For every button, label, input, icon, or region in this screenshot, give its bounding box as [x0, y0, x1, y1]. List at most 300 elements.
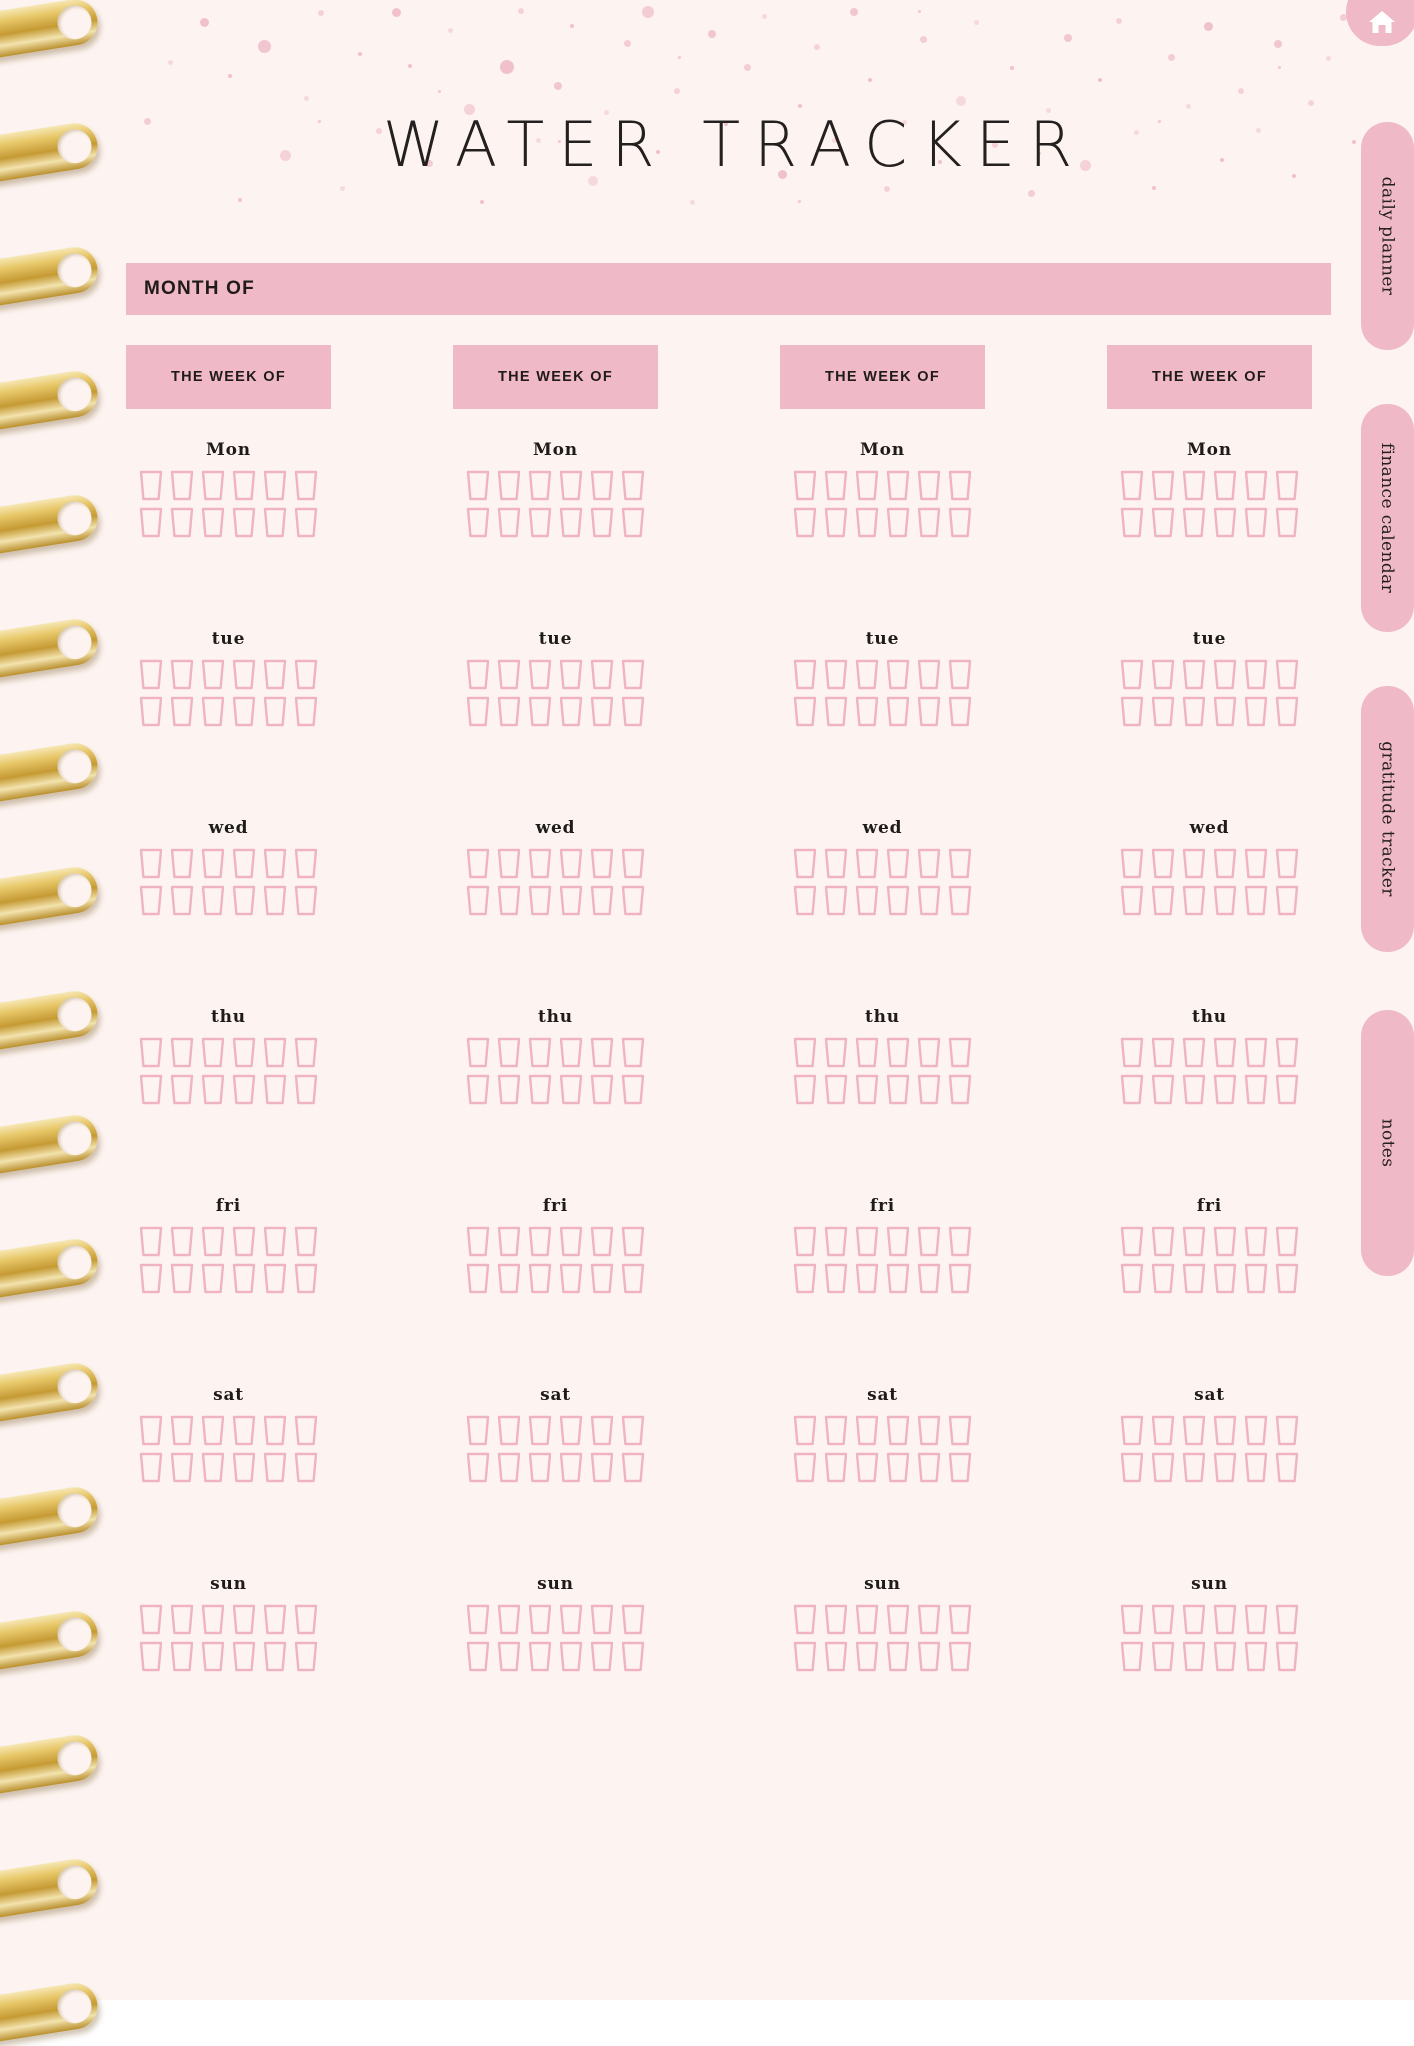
water-glass-checkbox[interactable] — [916, 1226, 942, 1257]
water-glass-checkbox[interactable] — [293, 1641, 319, 1672]
water-glass-checkbox[interactable] — [1150, 470, 1176, 501]
water-glass-checkbox[interactable] — [1243, 659, 1269, 690]
water-glass-checkbox[interactable] — [169, 1263, 195, 1294]
water-glass-checkbox[interactable] — [589, 470, 615, 501]
side-tab-finance-calendar[interactable] — [1361, 404, 1414, 632]
water-glass-checkbox[interactable] — [1181, 1604, 1207, 1635]
water-glass-checkbox[interactable] — [1274, 885, 1300, 916]
water-glass-checkbox[interactable] — [496, 1263, 522, 1294]
water-glass-checkbox[interactable] — [293, 470, 319, 501]
water-glass-checkbox[interactable] — [792, 848, 818, 879]
water-glass-checkbox[interactable] — [1181, 1452, 1207, 1483]
water-glass-checkbox[interactable] — [792, 659, 818, 690]
water-glass-checkbox[interactable] — [589, 1037, 615, 1068]
water-glass-checkbox[interactable] — [1150, 1604, 1176, 1635]
water-glass-checkbox[interactable] — [1243, 507, 1269, 538]
water-glass-checkbox[interactable] — [885, 659, 911, 690]
water-glass-checkbox[interactable] — [558, 470, 584, 501]
water-glass-checkbox[interactable] — [854, 1074, 880, 1105]
water-glass-checkbox[interactable] — [527, 1604, 553, 1635]
water-glass-checkbox[interactable] — [293, 1037, 319, 1068]
water-glass-checkbox[interactable] — [823, 1604, 849, 1635]
water-glass-checkbox[interactable] — [854, 848, 880, 879]
water-glass-checkbox[interactable] — [138, 1452, 164, 1483]
water-glass-checkbox[interactable] — [854, 659, 880, 690]
water-glass-checkbox[interactable] — [1181, 1415, 1207, 1446]
water-glass-checkbox[interactable] — [916, 470, 942, 501]
water-glass-checkbox[interactable] — [792, 470, 818, 501]
water-glass-checkbox[interactable] — [1119, 659, 1145, 690]
water-glass-checkbox[interactable] — [138, 659, 164, 690]
water-glass-checkbox[interactable] — [885, 1415, 911, 1446]
water-glass-checkbox[interactable] — [916, 696, 942, 727]
water-glass-checkbox[interactable] — [200, 1226, 226, 1257]
water-glass-checkbox[interactable] — [231, 1604, 257, 1635]
water-glass-checkbox[interactable] — [1119, 1037, 1145, 1068]
water-glass-checkbox[interactable] — [262, 659, 288, 690]
water-glass-checkbox[interactable] — [138, 1415, 164, 1446]
water-glass-checkbox[interactable] — [1274, 848, 1300, 879]
water-glass-checkbox[interactable] — [589, 1074, 615, 1105]
water-glass-checkbox[interactable] — [496, 696, 522, 727]
water-glass-checkbox[interactable] — [1212, 470, 1238, 501]
water-glass-checkbox[interactable] — [792, 885, 818, 916]
water-glass-checkbox[interactable] — [1274, 1604, 1300, 1635]
water-glass-checkbox[interactable] — [823, 1037, 849, 1068]
water-glass-checkbox[interactable] — [947, 1074, 973, 1105]
water-glass-checkbox[interactable] — [1212, 1641, 1238, 1672]
water-glass-checkbox[interactable] — [1243, 1604, 1269, 1635]
water-glass-checkbox[interactable] — [589, 1604, 615, 1635]
water-glass-checkbox[interactable] — [1274, 507, 1300, 538]
water-glass-checkbox[interactable] — [496, 1604, 522, 1635]
water-glass-checkbox[interactable] — [1274, 1452, 1300, 1483]
water-glass-checkbox[interactable] — [589, 507, 615, 538]
water-glass-checkbox[interactable] — [200, 848, 226, 879]
water-glass-checkbox[interactable] — [231, 696, 257, 727]
water-glass-checkbox[interactable] — [1181, 1226, 1207, 1257]
water-glass-checkbox[interactable] — [589, 1226, 615, 1257]
water-glass-checkbox[interactable] — [465, 1641, 491, 1672]
water-glass-checkbox[interactable] — [885, 1037, 911, 1068]
water-glass-checkbox[interactable] — [527, 659, 553, 690]
water-glass-checkbox[interactable] — [823, 885, 849, 916]
water-glass-checkbox[interactable] — [885, 885, 911, 916]
water-glass-checkbox[interactable] — [465, 507, 491, 538]
water-glass-checkbox[interactable] — [169, 885, 195, 916]
water-glass-checkbox[interactable] — [138, 1604, 164, 1635]
water-glass-checkbox[interactable] — [293, 1604, 319, 1635]
water-glass-checkbox[interactable] — [200, 659, 226, 690]
water-glass-checkbox[interactable] — [465, 696, 491, 727]
water-glass-checkbox[interactable] — [1212, 1074, 1238, 1105]
water-glass-checkbox[interactable] — [620, 659, 646, 690]
water-glass-checkbox[interactable] — [138, 848, 164, 879]
water-glass-checkbox[interactable] — [138, 696, 164, 727]
water-glass-checkbox[interactable] — [1212, 696, 1238, 727]
water-glass-checkbox[interactable] — [823, 1452, 849, 1483]
water-glass-checkbox[interactable] — [1274, 696, 1300, 727]
water-glass-checkbox[interactable] — [1150, 1037, 1176, 1068]
water-glass-checkbox[interactable] — [262, 1641, 288, 1672]
water-glass-checkbox[interactable] — [1119, 1074, 1145, 1105]
water-glass-checkbox[interactable] — [496, 1074, 522, 1105]
water-glass-checkbox[interactable] — [1119, 507, 1145, 538]
water-glass-checkbox[interactable] — [231, 1226, 257, 1257]
side-tab-notes[interactable] — [1361, 1010, 1414, 1276]
water-glass-checkbox[interactable] — [1212, 1415, 1238, 1446]
water-glass-checkbox[interactable] — [169, 1074, 195, 1105]
water-glass-checkbox[interactable] — [1243, 1037, 1269, 1068]
water-glass-checkbox[interactable] — [885, 1641, 911, 1672]
water-glass-checkbox[interactable] — [496, 885, 522, 916]
water-glass-checkbox[interactable] — [527, 1226, 553, 1257]
water-glass-checkbox[interactable] — [620, 1452, 646, 1483]
water-glass-checkbox[interactable] — [169, 1415, 195, 1446]
water-glass-checkbox[interactable] — [558, 1415, 584, 1446]
water-glass-checkbox[interactable] — [620, 885, 646, 916]
water-glass-checkbox[interactable] — [823, 1641, 849, 1672]
water-glass-checkbox[interactable] — [231, 1074, 257, 1105]
water-glass-checkbox[interactable] — [231, 659, 257, 690]
water-glass-checkbox[interactable] — [916, 1415, 942, 1446]
water-glass-checkbox[interactable] — [200, 1074, 226, 1105]
water-glass-checkbox[interactable] — [916, 848, 942, 879]
water-glass-checkbox[interactable] — [947, 470, 973, 501]
water-glass-checkbox[interactable] — [138, 470, 164, 501]
water-glass-checkbox[interactable] — [823, 1074, 849, 1105]
week-of-field[interactable]: THE WEEK OF — [780, 345, 985, 409]
water-glass-checkbox[interactable] — [916, 1452, 942, 1483]
water-glass-checkbox[interactable] — [200, 470, 226, 501]
water-glass-checkbox[interactable] — [231, 848, 257, 879]
water-glass-checkbox[interactable] — [496, 1452, 522, 1483]
water-glass-checkbox[interactable] — [200, 1415, 226, 1446]
water-glass-checkbox[interactable] — [1150, 885, 1176, 916]
water-glass-checkbox[interactable] — [138, 1074, 164, 1105]
water-glass-checkbox[interactable] — [854, 696, 880, 727]
water-glass-checkbox[interactable] — [620, 1037, 646, 1068]
water-glass-checkbox[interactable] — [1243, 1226, 1269, 1257]
water-glass-checkbox[interactable] — [854, 1452, 880, 1483]
water-glass-checkbox[interactable] — [262, 1037, 288, 1068]
water-glass-checkbox[interactable] — [1212, 1037, 1238, 1068]
water-glass-checkbox[interactable] — [231, 885, 257, 916]
water-glass-checkbox[interactable] — [1243, 1074, 1269, 1105]
water-glass-checkbox[interactable] — [465, 1226, 491, 1257]
water-glass-checkbox[interactable] — [792, 696, 818, 727]
water-glass-checkbox[interactable] — [1181, 885, 1207, 916]
water-glass-checkbox[interactable] — [854, 507, 880, 538]
water-glass-checkbox[interactable] — [1212, 507, 1238, 538]
water-glass-checkbox[interactable] — [1150, 659, 1176, 690]
water-glass-checkbox[interactable] — [792, 507, 818, 538]
water-glass-checkbox[interactable] — [200, 885, 226, 916]
water-glass-checkbox[interactable] — [947, 507, 973, 538]
water-glass-checkbox[interactable] — [823, 507, 849, 538]
water-glass-checkbox[interactable] — [854, 1263, 880, 1294]
water-glass-checkbox[interactable] — [293, 1226, 319, 1257]
water-glass-checkbox[interactable] — [620, 1074, 646, 1105]
water-glass-checkbox[interactable] — [620, 848, 646, 879]
water-glass-checkbox[interactable] — [496, 848, 522, 879]
water-glass-checkbox[interactable] — [465, 885, 491, 916]
water-glass-checkbox[interactable] — [262, 507, 288, 538]
water-glass-checkbox[interactable] — [1150, 1263, 1176, 1294]
water-glass-checkbox[interactable] — [1243, 885, 1269, 916]
water-glass-checkbox[interactable] — [1212, 1604, 1238, 1635]
water-glass-checkbox[interactable] — [558, 848, 584, 879]
water-glass-checkbox[interactable] — [1212, 1263, 1238, 1294]
water-glass-checkbox[interactable] — [169, 1226, 195, 1257]
water-glass-checkbox[interactable] — [200, 1037, 226, 1068]
water-glass-checkbox[interactable] — [1150, 1415, 1176, 1446]
water-glass-checkbox[interactable] — [885, 1226, 911, 1257]
water-glass-checkbox[interactable] — [947, 1604, 973, 1635]
water-glass-checkbox[interactable] — [169, 1037, 195, 1068]
water-glass-checkbox[interactable] — [200, 1604, 226, 1635]
water-glass-checkbox[interactable] — [496, 1641, 522, 1672]
water-glass-checkbox[interactable] — [947, 1263, 973, 1294]
water-glass-checkbox[interactable] — [823, 470, 849, 501]
water-glass-checkbox[interactable] — [465, 1604, 491, 1635]
water-glass-checkbox[interactable] — [823, 848, 849, 879]
water-glass-checkbox[interactable] — [589, 659, 615, 690]
water-glass-checkbox[interactable] — [169, 470, 195, 501]
week-of-field[interactable]: THE WEEK OF — [126, 345, 331, 409]
water-glass-checkbox[interactable] — [1181, 696, 1207, 727]
water-glass-checkbox[interactable] — [947, 885, 973, 916]
water-glass-checkbox[interactable] — [1119, 1452, 1145, 1483]
water-glass-checkbox[interactable] — [1181, 1074, 1207, 1105]
water-glass-checkbox[interactable] — [169, 1452, 195, 1483]
water-glass-checkbox[interactable] — [231, 1415, 257, 1446]
water-glass-checkbox[interactable] — [916, 1074, 942, 1105]
water-glass-checkbox[interactable] — [200, 696, 226, 727]
water-glass-checkbox[interactable] — [496, 507, 522, 538]
water-glass-checkbox[interactable] — [558, 1037, 584, 1068]
water-glass-checkbox[interactable] — [1181, 848, 1207, 879]
water-glass-checkbox[interactable] — [947, 1452, 973, 1483]
water-glass-checkbox[interactable] — [1119, 1415, 1145, 1446]
water-glass-checkbox[interactable] — [496, 659, 522, 690]
water-glass-checkbox[interactable] — [169, 848, 195, 879]
water-glass-checkbox[interactable] — [293, 659, 319, 690]
water-glass-checkbox[interactable] — [916, 659, 942, 690]
water-glass-checkbox[interactable] — [854, 885, 880, 916]
water-glass-checkbox[interactable] — [885, 1263, 911, 1294]
water-glass-checkbox[interactable] — [1243, 848, 1269, 879]
water-glass-checkbox[interactable] — [916, 1037, 942, 1068]
water-glass-checkbox[interactable] — [558, 1641, 584, 1672]
water-glass-checkbox[interactable] — [885, 1074, 911, 1105]
water-glass-checkbox[interactable] — [293, 1452, 319, 1483]
water-glass-checkbox[interactable] — [558, 1226, 584, 1257]
week-of-field[interactable]: THE WEEK OF — [453, 345, 658, 409]
water-glass-checkbox[interactable] — [792, 1415, 818, 1446]
water-glass-checkbox[interactable] — [262, 1263, 288, 1294]
water-glass-checkbox[interactable] — [262, 1415, 288, 1446]
water-glass-checkbox[interactable] — [823, 659, 849, 690]
water-glass-checkbox[interactable] — [620, 1415, 646, 1446]
water-glass-checkbox[interactable] — [293, 1074, 319, 1105]
water-glass-checkbox[interactable] — [200, 1452, 226, 1483]
water-glass-checkbox[interactable] — [854, 1415, 880, 1446]
water-glass-checkbox[interactable] — [496, 1037, 522, 1068]
water-glass-checkbox[interactable] — [854, 1641, 880, 1672]
water-glass-checkbox[interactable] — [293, 885, 319, 916]
water-glass-checkbox[interactable] — [620, 1263, 646, 1294]
water-glass-checkbox[interactable] — [496, 470, 522, 501]
water-glass-checkbox[interactable] — [169, 696, 195, 727]
water-glass-checkbox[interactable] — [1119, 1263, 1145, 1294]
water-glass-checkbox[interactable] — [169, 659, 195, 690]
water-glass-checkbox[interactable] — [947, 1226, 973, 1257]
water-glass-checkbox[interactable] — [138, 1641, 164, 1672]
water-glass-checkbox[interactable] — [1243, 1452, 1269, 1483]
water-glass-checkbox[interactable] — [792, 1226, 818, 1257]
water-glass-checkbox[interactable] — [496, 1226, 522, 1257]
week-of-field[interactable]: THE WEEK OF — [1107, 345, 1312, 409]
water-glass-checkbox[interactable] — [1181, 659, 1207, 690]
water-glass-checkbox[interactable] — [558, 1452, 584, 1483]
water-glass-checkbox[interactable] — [527, 1641, 553, 1672]
water-glass-checkbox[interactable] — [465, 848, 491, 879]
water-glass-checkbox[interactable] — [916, 1263, 942, 1294]
water-glass-checkbox[interactable] — [885, 507, 911, 538]
water-glass-checkbox[interactable] — [947, 696, 973, 727]
water-glass-checkbox[interactable] — [527, 1452, 553, 1483]
water-glass-checkbox[interactable] — [231, 1641, 257, 1672]
water-glass-checkbox[interactable] — [138, 1037, 164, 1068]
water-glass-checkbox[interactable] — [200, 507, 226, 538]
water-glass-checkbox[interactable] — [262, 696, 288, 727]
water-glass-checkbox[interactable] — [138, 507, 164, 538]
water-glass-checkbox[interactable] — [823, 1415, 849, 1446]
water-glass-checkbox[interactable] — [1212, 659, 1238, 690]
water-glass-checkbox[interactable] — [1181, 1263, 1207, 1294]
water-glass-checkbox[interactable] — [527, 696, 553, 727]
water-glass-checkbox[interactable] — [262, 1604, 288, 1635]
water-glass-checkbox[interactable] — [1150, 696, 1176, 727]
water-glass-checkbox[interactable] — [620, 1641, 646, 1672]
water-glass-checkbox[interactable] — [792, 1604, 818, 1635]
water-glass-checkbox[interactable] — [1274, 659, 1300, 690]
water-glass-checkbox[interactable] — [792, 1037, 818, 1068]
water-glass-checkbox[interactable] — [231, 1037, 257, 1068]
water-glass-checkbox[interactable] — [1119, 470, 1145, 501]
water-glass-checkbox[interactable] — [465, 1074, 491, 1105]
water-glass-checkbox[interactable] — [620, 507, 646, 538]
water-glass-checkbox[interactable] — [262, 1074, 288, 1105]
water-glass-checkbox[interactable] — [527, 1037, 553, 1068]
water-glass-checkbox[interactable] — [854, 1037, 880, 1068]
water-glass-checkbox[interactable] — [823, 696, 849, 727]
water-glass-checkbox[interactable] — [792, 1452, 818, 1483]
water-glass-checkbox[interactable] — [916, 507, 942, 538]
water-glass-checkbox[interactable] — [558, 1074, 584, 1105]
water-glass-checkbox[interactable] — [589, 1641, 615, 1672]
water-glass-checkbox[interactable] — [1150, 1452, 1176, 1483]
water-glass-checkbox[interactable] — [1243, 1641, 1269, 1672]
month-of-field[interactable] — [126, 263, 1331, 315]
water-glass-checkbox[interactable] — [1274, 1074, 1300, 1105]
water-glass-checkbox[interactable] — [947, 659, 973, 690]
water-glass-checkbox[interactable] — [885, 470, 911, 501]
water-glass-checkbox[interactable] — [823, 1263, 849, 1294]
water-glass-checkbox[interactable] — [138, 1263, 164, 1294]
side-tab-daily-planner[interactable] — [1361, 122, 1414, 350]
water-glass-checkbox[interactable] — [200, 1641, 226, 1672]
water-glass-checkbox[interactable] — [527, 1415, 553, 1446]
water-glass-checkbox[interactable] — [293, 1263, 319, 1294]
water-glass-checkbox[interactable] — [1150, 1074, 1176, 1105]
water-glass-checkbox[interactable] — [1212, 1226, 1238, 1257]
water-glass-checkbox[interactable] — [231, 507, 257, 538]
water-glass-checkbox[interactable] — [1274, 1415, 1300, 1446]
water-glass-checkbox[interactable] — [620, 1604, 646, 1635]
water-glass-checkbox[interactable] — [1119, 885, 1145, 916]
water-glass-checkbox[interactable] — [465, 1263, 491, 1294]
water-glass-checkbox[interactable] — [854, 470, 880, 501]
water-glass-checkbox[interactable] — [169, 1604, 195, 1635]
water-glass-checkbox[interactable] — [589, 696, 615, 727]
water-glass-checkbox[interactable] — [1274, 470, 1300, 501]
water-glass-checkbox[interactable] — [947, 848, 973, 879]
water-glass-checkbox[interactable] — [947, 1641, 973, 1672]
water-glass-checkbox[interactable] — [1243, 1415, 1269, 1446]
water-glass-checkbox[interactable] — [138, 885, 164, 916]
water-glass-checkbox[interactable] — [558, 507, 584, 538]
water-glass-checkbox[interactable] — [262, 1226, 288, 1257]
water-glass-checkbox[interactable] — [589, 885, 615, 916]
water-glass-checkbox[interactable] — [138, 1226, 164, 1257]
water-glass-checkbox[interactable] — [885, 696, 911, 727]
water-glass-checkbox[interactable] — [1181, 507, 1207, 538]
water-glass-checkbox[interactable] — [262, 1452, 288, 1483]
water-glass-checkbox[interactable] — [1212, 885, 1238, 916]
water-glass-checkbox[interactable] — [792, 1641, 818, 1672]
water-glass-checkbox[interactable] — [1274, 1037, 1300, 1068]
water-glass-checkbox[interactable] — [262, 848, 288, 879]
water-glass-checkbox[interactable] — [558, 696, 584, 727]
water-glass-checkbox[interactable] — [293, 848, 319, 879]
side-tab-gratitude-tracker[interactable] — [1361, 686, 1414, 952]
water-glass-checkbox[interactable] — [947, 1037, 973, 1068]
water-glass-checkbox[interactable] — [527, 507, 553, 538]
water-glass-checkbox[interactable] — [293, 696, 319, 727]
water-glass-checkbox[interactable] — [620, 696, 646, 727]
water-glass-checkbox[interactable] — [1243, 1263, 1269, 1294]
water-glass-checkbox[interactable] — [589, 1263, 615, 1294]
water-glass-checkbox[interactable] — [1274, 1226, 1300, 1257]
water-glass-checkbox[interactable] — [885, 1452, 911, 1483]
water-glass-checkbox[interactable] — [293, 1415, 319, 1446]
water-glass-checkbox[interactable] — [823, 1226, 849, 1257]
water-glass-checkbox[interactable] — [169, 507, 195, 538]
water-glass-checkbox[interactable] — [885, 1604, 911, 1635]
water-glass-checkbox[interactable] — [916, 1604, 942, 1635]
water-glass-checkbox[interactable] — [1119, 696, 1145, 727]
water-glass-checkbox[interactable] — [465, 470, 491, 501]
water-glass-checkbox[interactable] — [792, 1074, 818, 1105]
water-glass-checkbox[interactable] — [1274, 1641, 1300, 1672]
water-glass-checkbox[interactable] — [854, 1604, 880, 1635]
water-glass-checkbox[interactable] — [293, 507, 319, 538]
water-glass-checkbox[interactable] — [231, 1452, 257, 1483]
water-glass-checkbox[interactable] — [916, 885, 942, 916]
water-glass-checkbox[interactable] — [558, 1263, 584, 1294]
